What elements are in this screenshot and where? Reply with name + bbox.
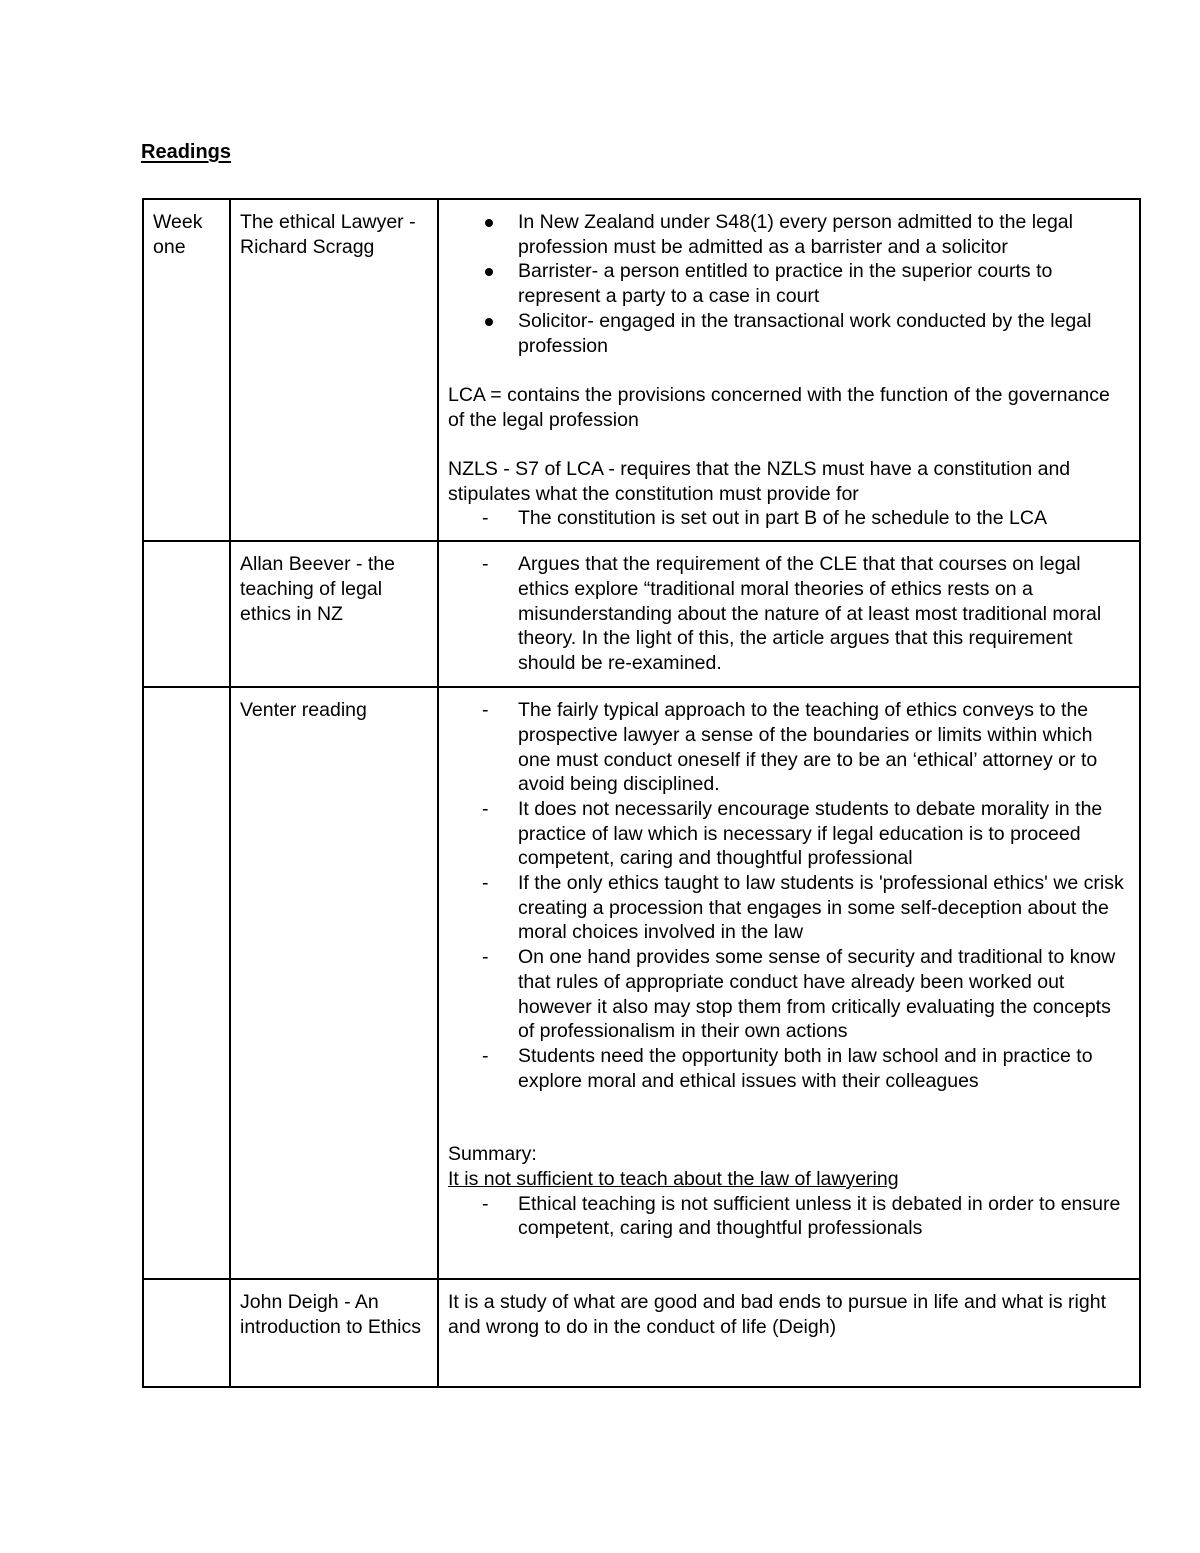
list-item: - The constitution is set out in part B of he schedule to the LCA [448, 506, 1129, 531]
table-row [143, 199, 1140, 541]
dash-list [448, 1192, 1129, 1241]
page-heading: Readings [141, 141, 232, 163]
dash-list [448, 552, 1129, 676]
reading-title-cell: Allan Beever - the teaching of legal ethics in NZ [230, 541, 438, 687]
note-paragraph: NZLS - S7 of LCA - requires that the NZLS must have a constitution and stipulates what the constitution must provide for [448, 458, 1071, 505]
list-item: - Argues that the requirement of the CLE that that courses on legal ethics explore “traditional moral theories of ethics rests on a misunderstanding about the nature of at least most traditional moral theory. In the light of this, the article argues that this requirement should be re-examined. [448, 552, 1129, 676]
dash-list [448, 506, 1129, 531]
readings-table [142, 198, 1141, 1388]
reading-title-cell: John Deigh - An introduction to Ethics [230, 1279, 438, 1387]
table-row [143, 687, 1140, 1279]
summary-label: Summary: [448, 1143, 537, 1166]
reading-title-cell: The ethical Lawyer - Richard Scragg [230, 199, 438, 541]
reading-title-cell: Venter reading [230, 687, 438, 1279]
list-item: - If the only ethics taught to law students is 'professional ethics' we crisk creating a procession that engages in some self-deception about the moral choices involved in the law [448, 871, 1129, 945]
notes-cell: It is a study of what are good and bad ends to pursue in life and what is right and wrong to do in the conduct of life (Deigh) [438, 1279, 1140, 1387]
table-row [143, 1279, 1140, 1387]
week-cell [143, 687, 230, 1279]
table-row [143, 541, 1140, 687]
list-item: In New Zealand under S48(1) every person admitted to the legal profession must be admitted as a barrister and a solicitor [448, 210, 1129, 259]
list-item: - The fairly typical approach to the teaching of ethics conveys to the prospective lawyer a sense of the boundaries or limits within which one must conduct oneself if they are to be an ‘ethical’ attorney or to avoid being disciplined. [448, 698, 1129, 797]
dash-list [448, 698, 1129, 1093]
bullet-list [448, 210, 1129, 358]
week-cell [143, 1279, 230, 1387]
note-paragraph: LCA = contains the provisions concerned with the function of the governance of the legal profession [448, 383, 1110, 431]
summary-statement: It is not sufficient to teach about the law of lawyering [448, 1168, 899, 1191]
list-item: - On one hand provides some sense of security and traditional to know that rules of appropriate conduct have already been worked out however it also may stop them from critically evaluating the concepts of professionalism in their own actions [448, 945, 1129, 1044]
week-cell [143, 541, 230, 687]
notes-cell [438, 541, 1140, 687]
list-item: Solicitor- engaged in the transactional work conducted by the legal profession [448, 309, 1129, 358]
week-cell: Week one [143, 199, 230, 541]
list-item: Barrister- a person entitled to practice in the superior courts to represent a party to a case in court [448, 259, 1129, 308]
list-item: - It does not necessarily encourage students to debate morality in the practice of law which is necessary if legal education is to proceed competent, caring and thoughtful professional [448, 797, 1129, 871]
list-item: - Students need the opportunity both in law school and in practice to explore moral and ethical issues with their colleagues [448, 1044, 1129, 1093]
list-item: - Ethical teaching is not sufficient unless it is debated in order to ensure competent, caring and thoughtful professionals [448, 1192, 1129, 1241]
notes-cell [438, 687, 1140, 1279]
notes-cell [438, 199, 1140, 541]
